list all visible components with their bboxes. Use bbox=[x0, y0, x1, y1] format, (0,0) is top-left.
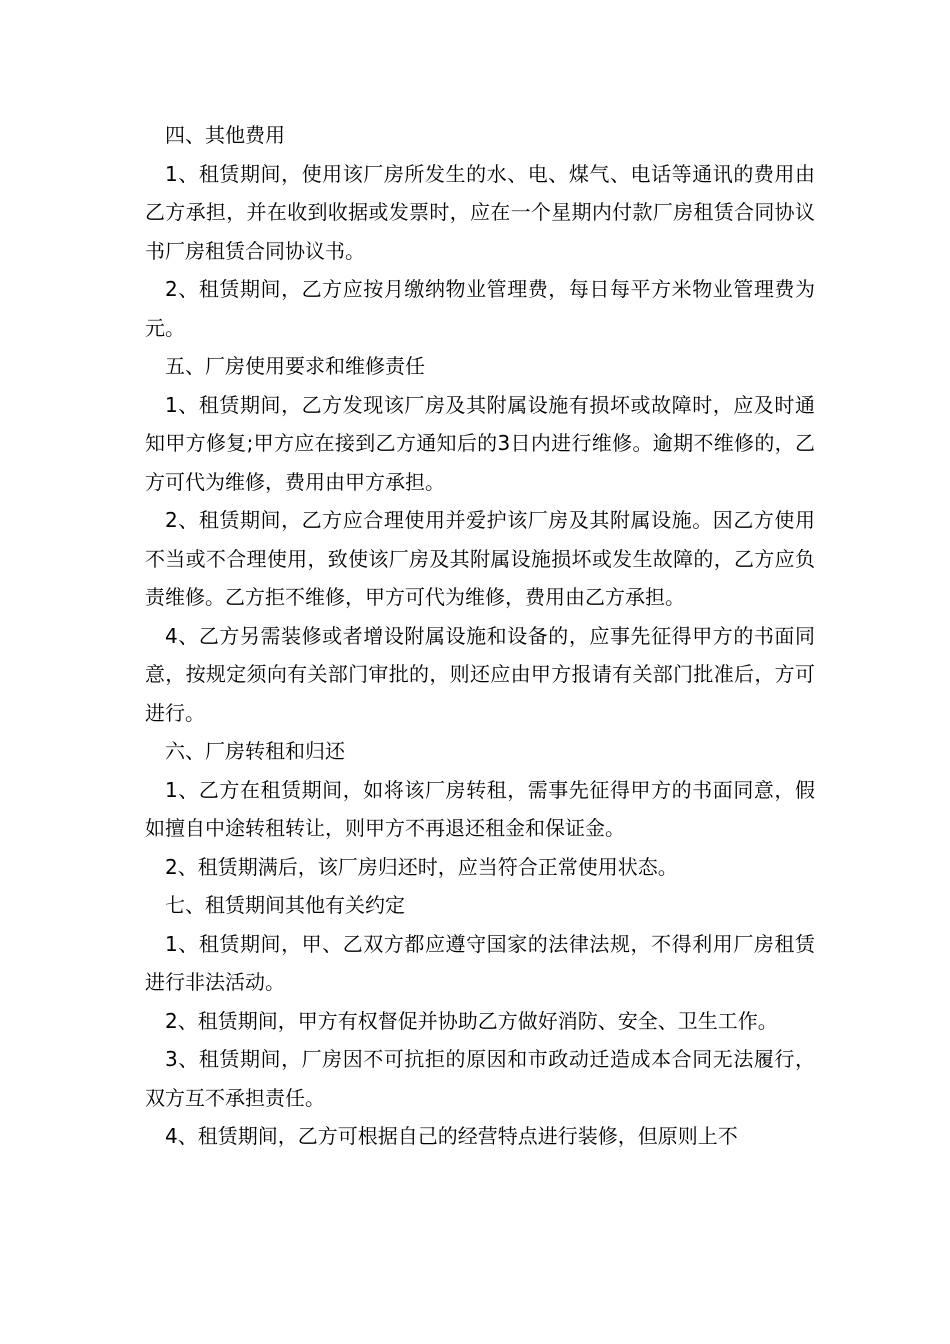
clause-paragraph: 1、租赁期间，甲、乙双方都应遵守国家的法律法规，不得利用厂房租赁进行非法活动。 bbox=[145, 931, 815, 994]
section-heading-other-fees: 四、其他费用 bbox=[165, 123, 285, 147]
section-heading-usage-maintenance: 五、厂房使用要求和维修责任 bbox=[165, 354, 425, 378]
clause-paragraph: 1、租赁期间，乙方发现该厂房及其附属设施有损坏或故障时，应及时通知甲方修复;甲方应在接到乙方通知后的3日内进行维修。逾期不维修的，乙方可代为维修，费用由甲方承担。 bbox=[145, 392, 815, 494]
document-body bbox=[145, 116, 815, 1156]
clause-paragraph: 2、租赁期满后，该厂房归还时，应当符合正常使用状态。 bbox=[165, 854, 678, 879]
clause-paragraph: 1、乙方在租赁期间，如将该厂房转租，需事先征得甲方的书面同意，假如擅自中途转租转让，则甲方不再退还租金和保证金。 bbox=[145, 777, 815, 840]
clause-paragraph: 4、租赁期间，乙方可根据自己的经营特点进行装修，但原则上不 bbox=[165, 1124, 738, 1148]
section-heading-other-agreements: 七、租赁期间其他有关约定 bbox=[165, 893, 405, 917]
clause-paragraph: 2、租赁期间，乙方应按月缴纳物业管理费，每日每平方米物业管理费为元。 bbox=[145, 277, 815, 340]
clause-paragraph: 1、租赁期间，使用该厂房所发生的水、电、煤气、电话等通讯的费用由乙方承担，并在收到收据或发票时，应在一个星期内付款厂房租赁合同协议书厂房租赁合同协议书。 bbox=[145, 161, 815, 263]
clause-paragraph: 2、租赁期间，甲方有权督促并协助乙方做好消防、安全、卫生工作。 bbox=[165, 1008, 778, 1033]
clause-paragraph: 2、租赁期间，乙方应合理使用并爱护该厂房及其附属设施。因乙方使用不当或不合理使用，致使该厂房及其附属设施损坏或发生故障的，乙方应负责维修。乙方拒不维修，甲方可代为维修，费用由乙方承担。 bbox=[145, 508, 815, 609]
clause-paragraph: 4、乙方另需装修或者增设附属设施和设备的，应事先征得甲方的书面同意，按规定须向有关部门审批的，则还应由甲方报请有关部门批准后，方可进行。 bbox=[145, 623, 815, 725]
clause-paragraph: 3、租赁期间，厂房因不可抗拒的原因和市政动迁造成本合同无法履行，双方互不承担责任。 bbox=[145, 1047, 815, 1110]
section-heading-sublease-return: 六、厂房转租和归还 bbox=[165, 739, 345, 763]
